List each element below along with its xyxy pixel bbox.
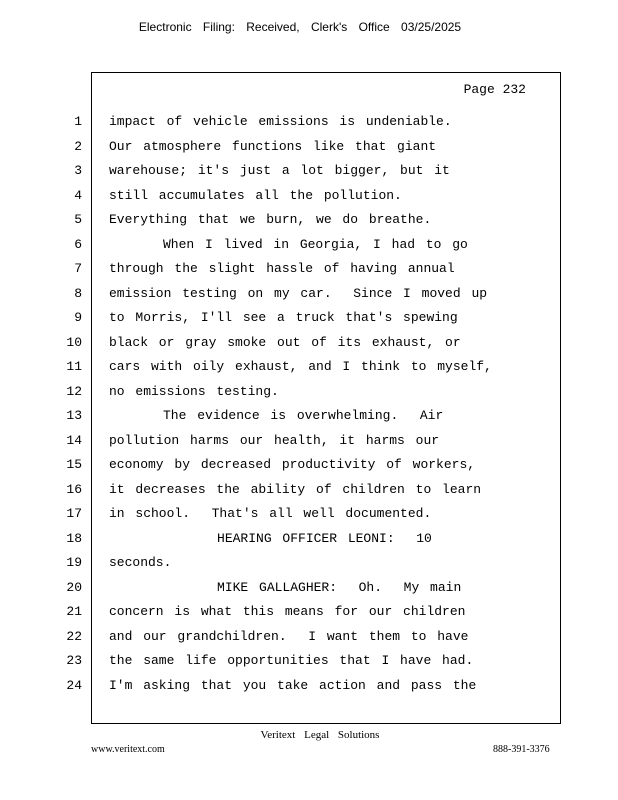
line-number: 23: [66, 653, 82, 668]
transcript-line: and our grandchildren. I want them to have: [109, 628, 469, 644]
footer-company: Veritext Legal Solutions: [260, 729, 380, 741]
line-number: 20: [66, 579, 82, 595]
line-number: 10: [66, 334, 82, 350]
transcript-line: I'm asking that you take action and pass the: [109, 677, 477, 693]
line-number: 22: [66, 628, 82, 644]
transcript-line: black or gray smoke out of its exhaust, or: [109, 334, 461, 350]
line-number: 3: [74, 163, 82, 178]
line-number: 12: [66, 383, 82, 399]
transcript-line: pollution harms our health, it harms our: [109, 432, 440, 448]
transcript-line: Our atmosphere functions like that giant: [109, 138, 437, 154]
transcript-line: no emissions testing.: [109, 383, 279, 399]
transcript-line: through the slight hassle of having annual: [109, 261, 455, 276]
transcript-line: Everything that we burn, we do breathe.: [109, 212, 432, 227]
transcript-line: to Morris, I'll see a truck that's spewing: [109, 310, 458, 325]
line-number: 13: [66, 408, 82, 423]
transcript-line: in school. That's all well documented.: [109, 506, 432, 521]
line-number: 11: [66, 359, 82, 374]
line-number: 19: [66, 555, 82, 570]
transcript-line: cars with oily exhaust, and I think to myself,: [109, 359, 492, 374]
transcript-line: still accumulates all the pollution.: [109, 187, 402, 203]
transcript-line: MIKE GALLAGHER: Oh. My main: [109, 579, 462, 595]
transcript-line: When I lived in Georgia, I had to go: [109, 236, 468, 252]
line-number: 16: [66, 481, 82, 497]
line-number: 24: [66, 677, 82, 693]
line-number: 14: [66, 432, 82, 448]
transcript-line: seconds.: [109, 555, 172, 570]
line-number: 5: [74, 212, 82, 227]
line-number: 8: [74, 285, 82, 301]
footer-website: www.veritext.com: [91, 744, 165, 755]
transcript-line: HEARING OFFICER LEONI: 10: [109, 530, 432, 546]
transcript-line: warehouse; it's just a lot bigger, but it: [109, 163, 450, 178]
line-number: 7: [74, 261, 82, 276]
transcript-line: the same life opportunities that I have had.: [109, 653, 474, 668]
transcript-line: impact of vehicle emissions is undeniable.: [109, 114, 452, 129]
transcript-line: it decreases the ability of children to learn: [109, 481, 482, 497]
line-number: 15: [66, 457, 82, 472]
line-number: 9: [74, 310, 82, 325]
transcript-line: The evidence is overwhelming. Air: [109, 408, 444, 423]
line-number: 4: [74, 187, 82, 203]
line-number: 6: [74, 236, 82, 252]
line-number: 18: [66, 530, 82, 546]
line-number: 21: [66, 604, 82, 619]
footer-phone: 888-391-3376: [493, 744, 550, 755]
line-number: 1: [74, 114, 82, 129]
filing-stamp-header: Electronic Filing: Received, Clerk's Office 03/25/2025: [138, 20, 462, 34]
transcript-line: concern is what this means for our children: [109, 604, 466, 619]
line-number: 2: [74, 138, 82, 154]
transcript-line: emission testing on my car. Since I moved up: [109, 285, 488, 301]
line-number: 17: [66, 506, 82, 521]
page-number: Page 232: [463, 82, 526, 97]
transcript-line: economy by decreased productivity of workers,: [109, 457, 476, 472]
